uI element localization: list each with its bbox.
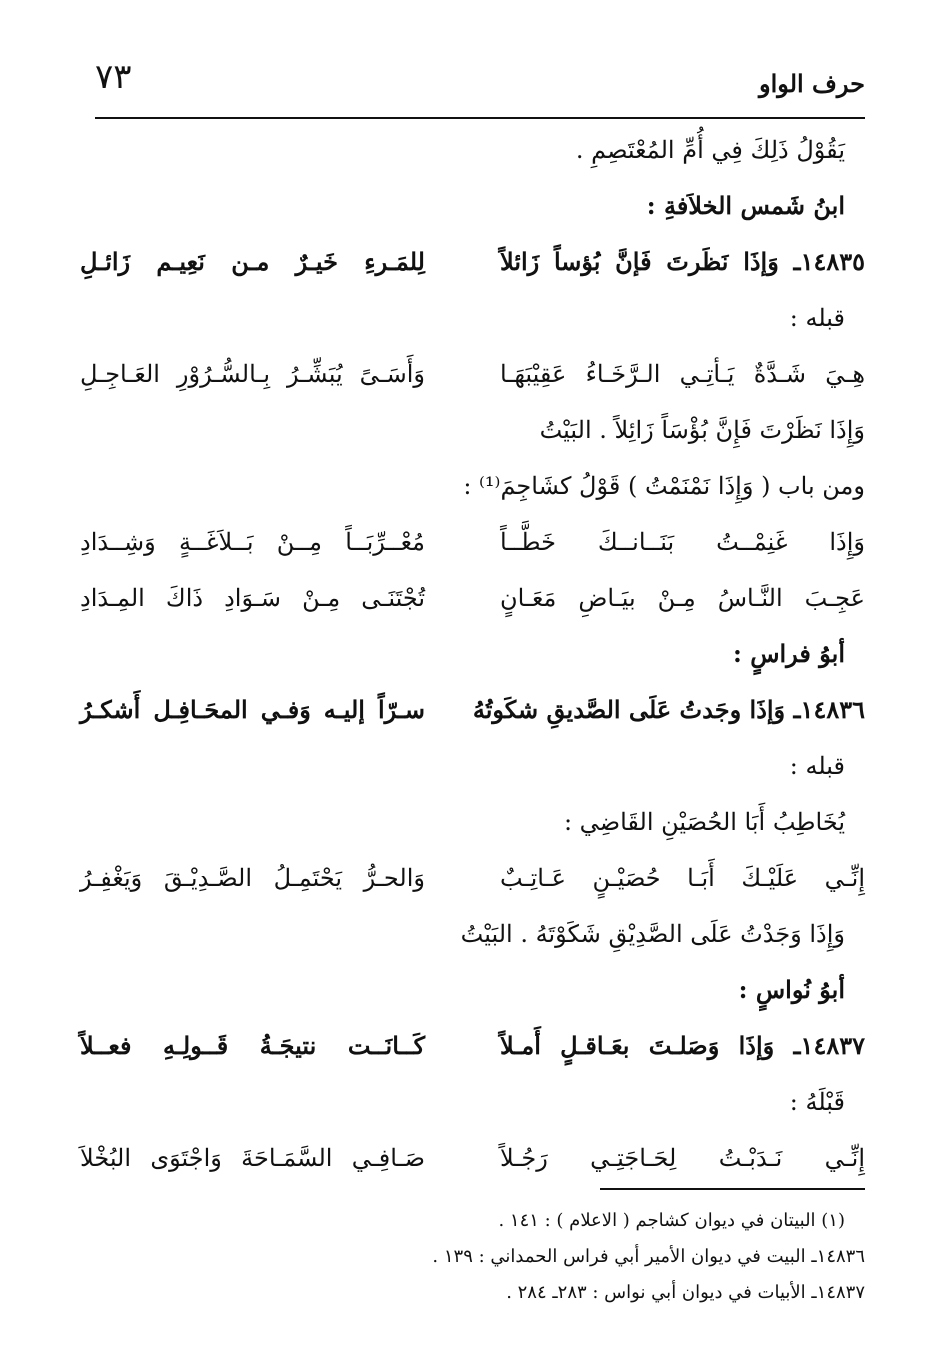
footnotes: [80, 1203, 865, 1311]
verse: [80, 346, 865, 402]
text-line: يُخَاطِبُ أَبَا الحُصَيْنِ القَاضِي :: [563, 808, 845, 836]
section-title: حرف الواو: [759, 69, 865, 98]
verse-second-hemistich: كَــانَــت نتيجَـةُ قَــولِـهِ فعــلاً: [80, 1031, 425, 1060]
verse-second-hemistich: وَأَسَـىً يُبَشِّـرُ بِـالسُّـرُوْرِ العَـاجِـلِ: [80, 360, 425, 388]
verse: [80, 514, 865, 570]
verse-first-hemistich: ١٤٨٣٧ـ وَإذَا وَصَلـتَ بعَـاقـلٍ أَمـلاً: [500, 1031, 865, 1060]
verse: [80, 850, 865, 906]
verse: [80, 570, 865, 626]
verse-first-hemistich: إِنِّـي نَـدَبْـتُ لِحَـاجَتِـي رَجُـلاً: [500, 1144, 865, 1172]
page-number: ٧٣: [95, 57, 132, 97]
text-line: وَإِذَا وَجَدْتُ عَلَى الصَّدِيْقِ شَكَوْتَهُ . البَيْتُ: [460, 920, 845, 948]
footnote: ١٤٨٣٦ـ البيت في ديوان الأمير أبي فراس الحمداني : ١٣٩ .: [432, 1246, 865, 1267]
verse-second-hemistich: سـرّاً إليـه وَفـي المحَـافِـل أَشكـرُ: [80, 695, 425, 724]
footnote-rule: [600, 1188, 865, 1190]
verse-14837: [80, 1018, 865, 1074]
verse-second-hemistich: مُعْــرِّبَــاً مِــنْ بَــلاَغَــةٍ وَشِــدَادِ: [80, 528, 425, 556]
footnote: (١) البيتان في ديوان كشاجم ( الاعلام ) : ١٤١ .: [498, 1210, 845, 1231]
text-line: قبله :: [789, 752, 845, 780]
verse-second-hemistich: صَـافِـي السَّمَـاحَةَ وَاجْتَوَى البُخْلاَ: [80, 1144, 425, 1172]
header-rule: [95, 117, 865, 119]
verse-second-hemistich: تُجْتَنَـى مِـنْ سَـوَادِ ذَاكَ المِـدَادِ: [80, 584, 425, 612]
verse-first-hemistich: هِـيَ شَـدَّةٌ يَـأتِـي الـرَّخَـاءُ عَقِيْبَهَـا: [500, 360, 865, 388]
verse-second-hemistich: لِلمَـرءِ خَيـرٌ مـن نَعِيـم زَائـلِ: [80, 247, 425, 276]
verse-14836: [80, 682, 865, 738]
verse-number: ١٤٨٣٧ـ: [793, 1031, 865, 1060]
page-body: [80, 122, 865, 1186]
text-line: قَبْلَهُ :: [789, 1088, 845, 1116]
poet-heading: أبوُ نُواسٍ :: [738, 975, 845, 1004]
text-line: وَإِذَا نَظَرْتَ فَإِنَّ بُؤْسَاً زَائِلاً . البَيْتُ: [539, 416, 865, 444]
text-line: ومن باب ( وَإِذَا نَمْنَمْتُ ) قَوْلُ كشَاجِمَ⁽¹⁾ :: [463, 472, 865, 500]
text-line: قبله :: [789, 304, 845, 332]
footnote: ١٤٨٣٧ـ الأبيات في ديوان أبي نواس : ٢٨٣ـ ٢٨٤ .: [506, 1282, 865, 1303]
verse: [80, 1130, 865, 1186]
verse-second-hemistich: وَالحـرُّ يَحْتَمِـلُ الصَّـدِيْـقَ وَيَغْفِـرُ: [80, 864, 425, 892]
poet-heading: أبوُ فراسٍ :: [733, 639, 845, 668]
page-header: [95, 55, 865, 105]
verse-number: ١٤٨٣٥ـ: [793, 247, 866, 276]
verse-14835: [80, 234, 865, 290]
verse-first-hemistich: ١٤٨٣٥ـ وَإذَا نَظَرتَ فَإنَّ بُؤساً زَائلاً: [500, 247, 866, 276]
verse-number: ١٤٨٣٦ـ: [793, 695, 865, 724]
verse-first-hemistich: وَإِذَا غَنِمْــتُ بَنَــانــكَ خَطَّــاً: [500, 528, 865, 556]
text-line: يَقُوْلُ ذَلِكَ فِي أُمِّ المُعْتَصِمِ .: [575, 136, 845, 164]
verse-first-hemistich: إِنِّـي عَلَيْـكَ أَبَـا حُصَيْـنٍ عَـاتِـبٌ: [500, 864, 865, 892]
verse-first-hemistich: ١٤٨٣٦ـ وَإذَا وجَدتُ عَلَى الصَّديقِ شكَوتُهُ: [472, 695, 865, 724]
poet-heading: ابنُ شَمس الخلاَفةِ :: [646, 191, 845, 220]
verse-first-hemistich: عَجِـبَ النَّـاسُ مِـنْ بيَـاضِ مَعَـانٍ: [500, 584, 865, 612]
